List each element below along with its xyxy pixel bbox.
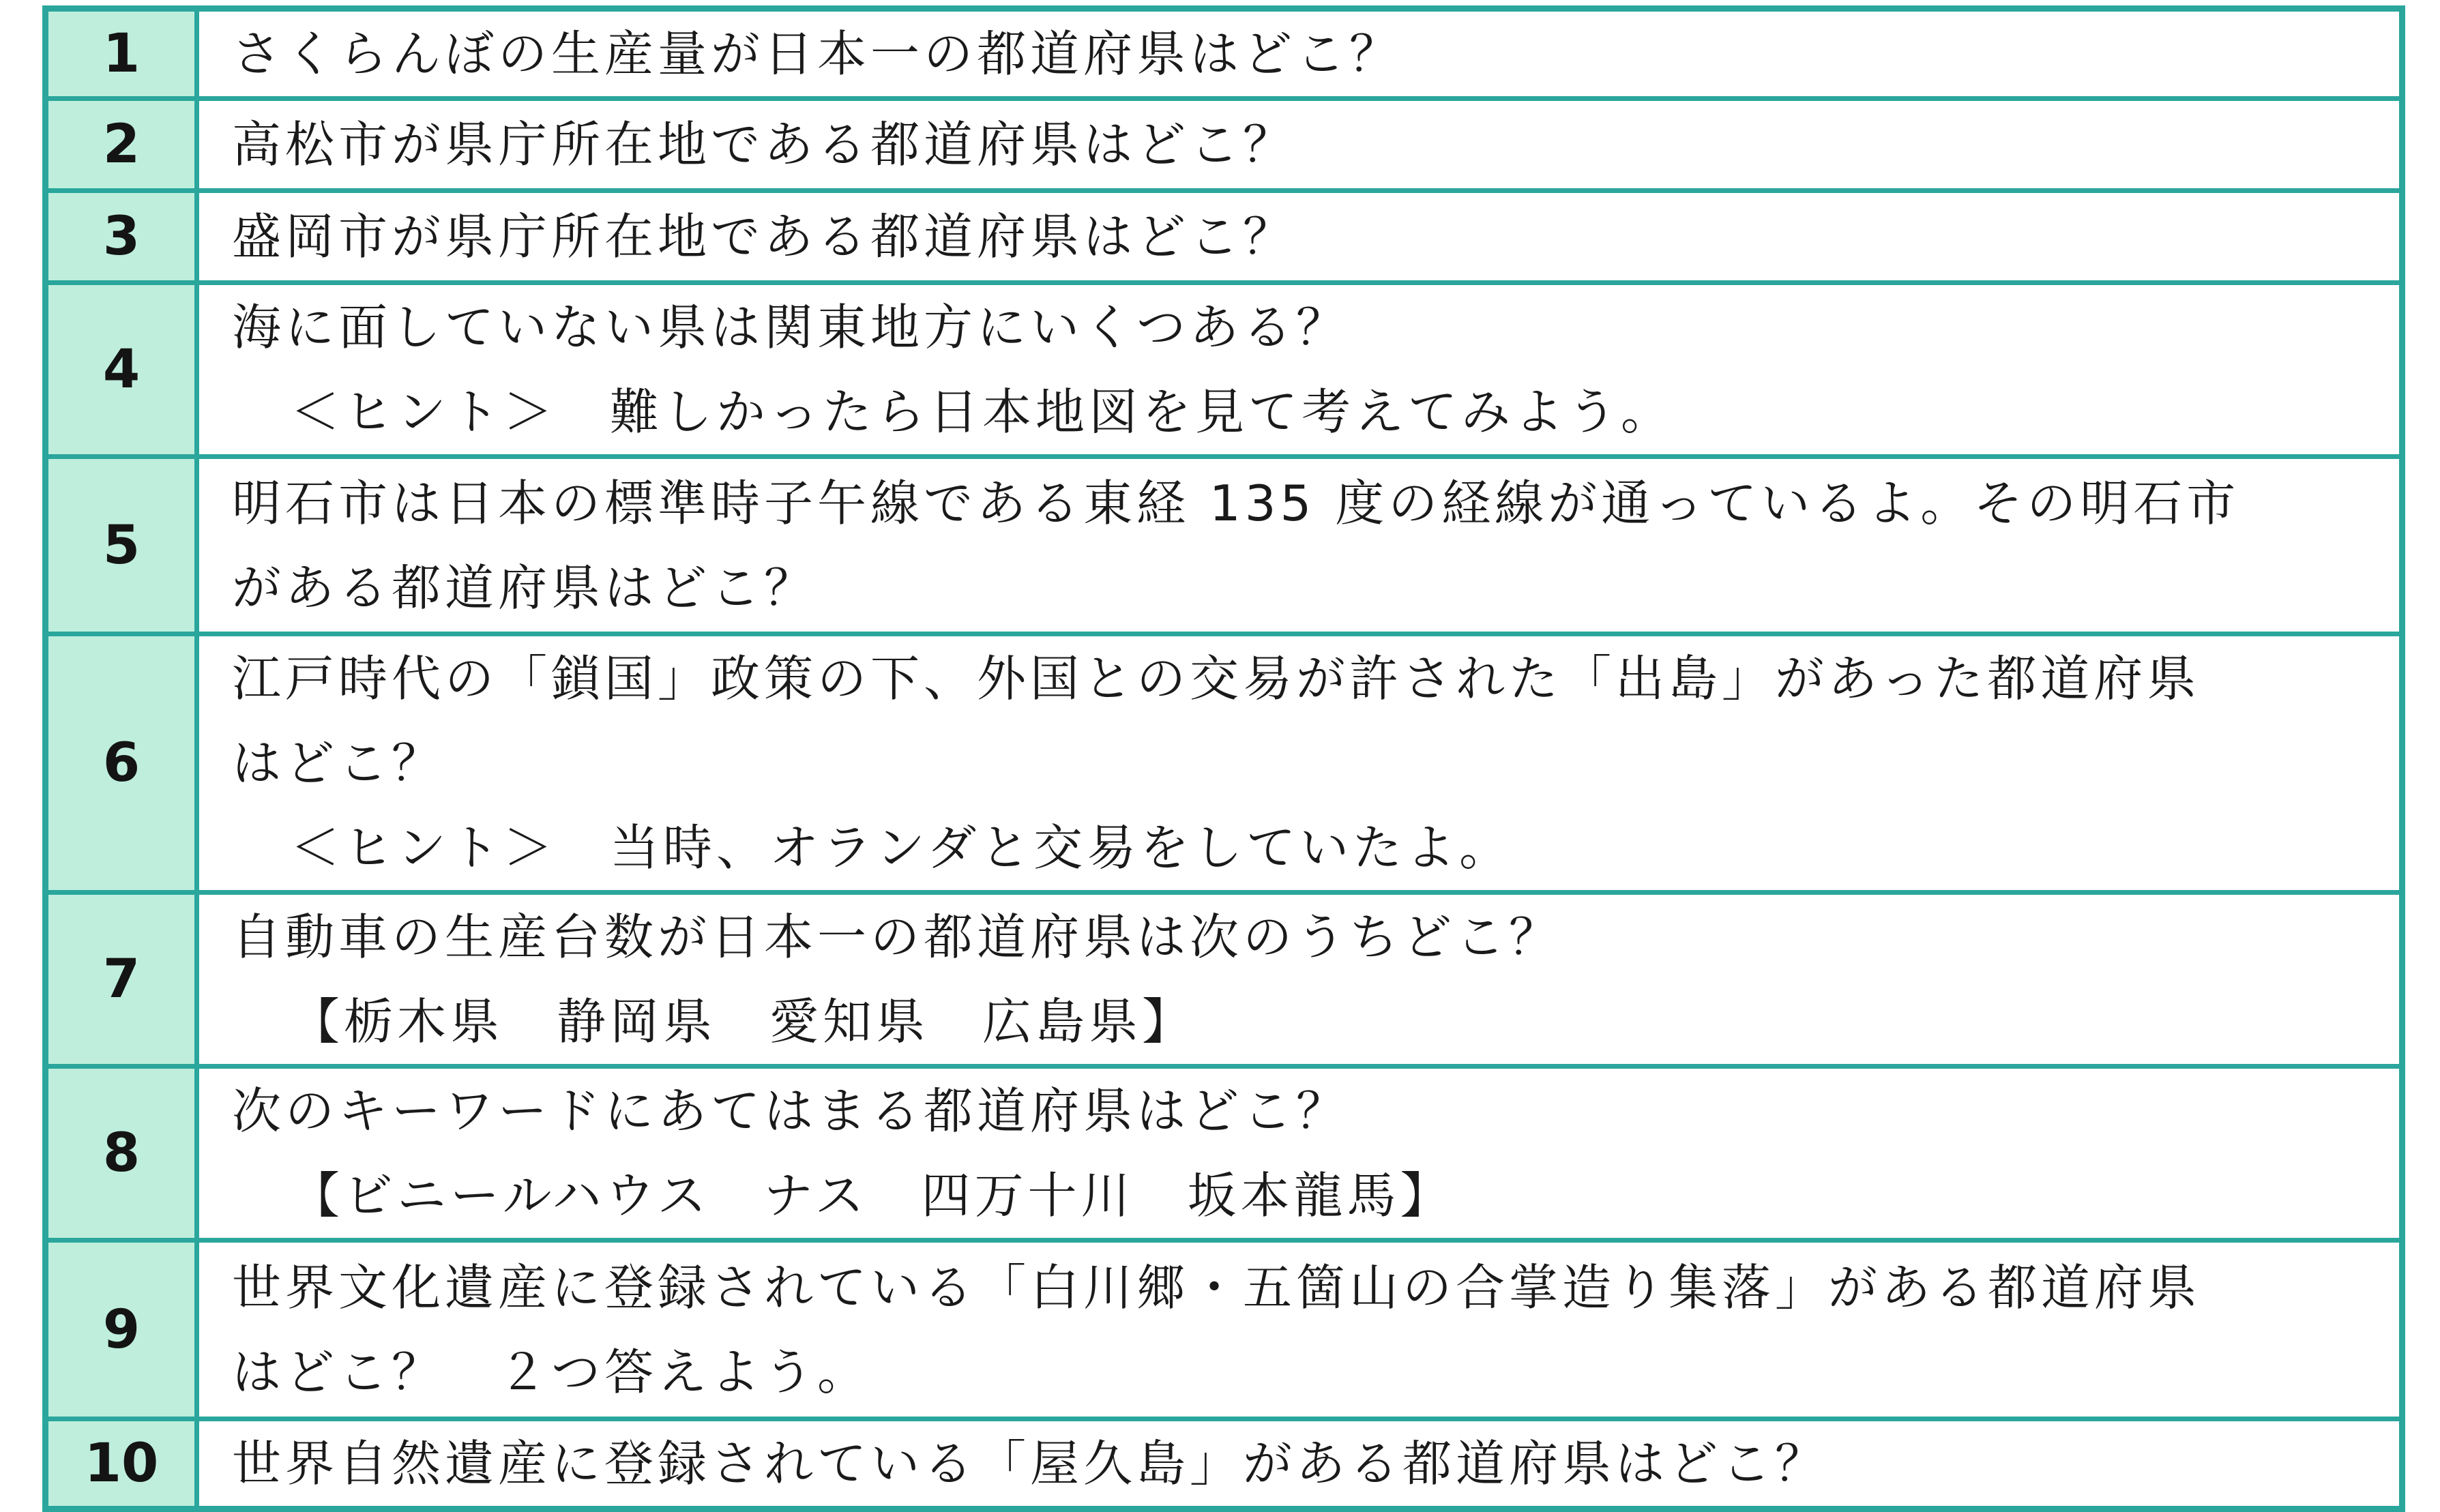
- question-text-continued: はどこ？ ２つ答えよう。: [232, 1343, 871, 1401]
- choices-text: 【栃木県 静岡県 愛知県 広島県】: [291, 993, 1196, 1050]
- question-text: 次のキーワードにあてはまる都道府県はどこ？: [232, 1082, 1350, 1140]
- question-row: [46, 99, 2402, 191]
- question-text: 自動車の生産台数が日本一の都道府県は次のうちどこ？: [232, 908, 1563, 966]
- question-text-continued: がある都道府県はどこ？: [232, 559, 818, 617]
- question-text-cell: [197, 99, 2402, 191]
- quiz-table: [42, 5, 2405, 1512]
- question-text: 世界自然遺産に登録されている「屋久島」がある都道府県はどこ？: [232, 1435, 1829, 1492]
- question-row: [46, 893, 2402, 1067]
- question-number: 1: [46, 9, 197, 99]
- question-number: 4: [46, 283, 197, 457]
- question-text-cell: [197, 634, 2402, 893]
- question-row: [46, 9, 2402, 99]
- question-row: [46, 1067, 2402, 1241]
- question-row: [46, 457, 2402, 634]
- keywords-text: 【ビニールハウス ナス 四万十川 坂本龍馬】: [291, 1167, 1454, 1224]
- question-text-cell: [197, 1241, 2402, 1419]
- question-number: 3: [46, 191, 197, 283]
- question-text-cell: [197, 1419, 2402, 1509]
- question-text: 明石市は日本の標準時子午線である東経 135 度の経線が通っているよ。その明石市: [232, 474, 2240, 532]
- hint-text: ＜ヒント＞ 難しかったら日本地図を見て考えてみよう。: [291, 383, 1675, 441]
- question-text: 盛岡市が県庁所在地である都道府県はどこ？: [232, 208, 1297, 265]
- question-row: [46, 1419, 2402, 1509]
- question-text: 高松市が県庁所在地である都道府県はどこ？: [232, 116, 1297, 173]
- question-row: [46, 191, 2402, 283]
- question-row: [46, 634, 2402, 893]
- question-number: 8: [46, 1067, 197, 1241]
- question-text: 世界文化遺産に登録されている「白川郷・五箇山の合掌造り集落」がある都道府県: [232, 1258, 2201, 1316]
- question-text-cell: [197, 1067, 2402, 1241]
- question-number: 7: [46, 893, 197, 1067]
- question-text-cell: [197, 283, 2402, 457]
- question-text-cell: [197, 457, 2402, 634]
- question-text-cell: [197, 191, 2402, 283]
- question-text: 海に面していない県は関東地方にいくつある？: [232, 299, 1350, 356]
- question-number: 9: [46, 1241, 197, 1419]
- hint-text: ＜ヒント＞ 当時、オランダと交易をしていたよ。: [291, 819, 1513, 876]
- question-text: 江戸時代の「鎖国」政策の下、外国との交易が許された「出島」があった都道府県: [232, 650, 2201, 707]
- question-text-cell: [197, 893, 2402, 1067]
- question-text: さくらんぼの生産量が日本一の都道府県はどこ？: [232, 25, 1403, 83]
- question-text-continued: はどこ？: [232, 735, 445, 792]
- question-number: 5: [46, 457, 197, 634]
- question-number: 10: [46, 1419, 197, 1509]
- question-number: 2: [46, 99, 197, 191]
- question-number: 6: [46, 634, 197, 893]
- question-row: [46, 283, 2402, 457]
- question-text-cell: [197, 9, 2402, 99]
- question-row: [46, 1241, 2402, 1419]
